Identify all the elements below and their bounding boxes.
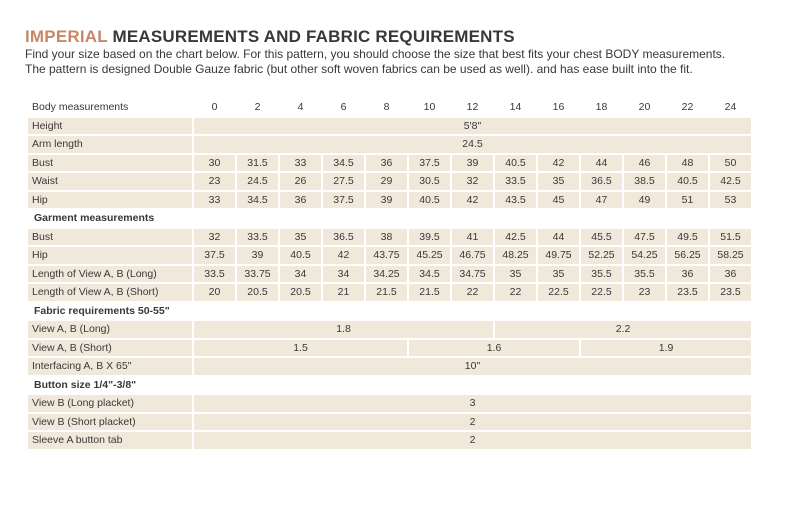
table-row [28, 340, 751, 357]
cell: 31.5 [237, 155, 278, 172]
cell: 44 [581, 155, 622, 172]
cell: 1.5 [194, 340, 407, 357]
table-row [28, 321, 751, 338]
cell: 34.5 [237, 192, 278, 209]
cell: 41 [452, 229, 493, 246]
row-label: Hip [28, 247, 192, 264]
cell: 51.5 [710, 229, 751, 246]
intro-line-2: The pattern is designed Double Gauze fabric (but other soft woven fabrics can be used as well). and has ease built into the fit. [25, 62, 693, 76]
cell: 36 [667, 266, 708, 283]
cell: 52.25 [581, 247, 622, 264]
cell: 23.5 [667, 284, 708, 301]
row-label: Interfacing A, B X 65" [28, 358, 192, 375]
cell: 39 [237, 247, 278, 264]
cell: 20.5 [280, 284, 321, 301]
cell: 35 [280, 229, 321, 246]
cell: 43.75 [366, 247, 407, 264]
cell: 37.5 [323, 192, 364, 209]
cell: 27.5 [323, 173, 364, 190]
cell: 2 [194, 432, 751, 449]
cell: 30 [194, 155, 235, 172]
size-header: 16 [538, 99, 579, 116]
cell: 35 [538, 173, 579, 190]
cell: 36.5 [581, 173, 622, 190]
cell: 34.5 [323, 155, 364, 172]
cell: 34.5 [409, 266, 450, 283]
cell: 40.5 [280, 247, 321, 264]
cell: 33.5 [194, 266, 235, 283]
cell: 35 [495, 266, 536, 283]
table-row [28, 432, 751, 449]
size-header: 6 [323, 99, 364, 116]
cell: 50 [710, 155, 751, 172]
cell: 42.5 [495, 229, 536, 246]
table-row [28, 136, 751, 153]
cell: 22 [452, 284, 493, 301]
cell: 53 [710, 192, 751, 209]
size-header: 0 [194, 99, 235, 116]
cell: 34 [323, 266, 364, 283]
cell: 47.5 [624, 229, 665, 246]
table-row [28, 247, 751, 264]
size-header: 4 [280, 99, 321, 116]
size-header: 20 [624, 99, 665, 116]
intro-line-1: Find your size based on the chart below. For this pattern, you should choose the size that best fits your chest BODY measurements. [25, 47, 726, 61]
page-title [25, 27, 515, 47]
table-row [28, 284, 751, 301]
section-title-button: Button size 1/4"-3/8" [28, 377, 751, 394]
cell: 49 [624, 192, 665, 209]
table-row [28, 173, 751, 190]
cell: 23 [194, 173, 235, 190]
section-title-garment: Garment measurements [28, 210, 751, 227]
cell: 47 [581, 192, 622, 209]
cell: 34.25 [366, 266, 407, 283]
cell: 49.5 [667, 229, 708, 246]
row-label: View A, B (Short) [28, 340, 192, 357]
cell: 43.5 [495, 192, 536, 209]
cell: 35.5 [624, 266, 665, 283]
table-row [28, 229, 751, 246]
cell: 21.5 [409, 284, 450, 301]
cell: 35 [538, 266, 579, 283]
cell: 40.5 [495, 155, 536, 172]
cell: 34 [280, 266, 321, 283]
table-row [28, 358, 751, 375]
cell: 35.5 [581, 266, 622, 283]
row-label: Waist [28, 173, 192, 190]
row-label: View B (Short placket) [28, 414, 192, 431]
cell: 40.5 [409, 192, 450, 209]
row-label: Sleeve A button tab [28, 432, 192, 449]
cell: 33.75 [237, 266, 278, 283]
cell: 23 [624, 284, 665, 301]
section-header-row [28, 377, 751, 394]
cell: 42.5 [710, 173, 751, 190]
cell: 5'8" [194, 118, 751, 135]
cell: 26 [280, 173, 321, 190]
cell: 32 [194, 229, 235, 246]
row-label: Bust [28, 229, 192, 246]
size-header: 2 [237, 99, 278, 116]
size-header: 24 [710, 99, 751, 116]
cell: 44 [538, 229, 579, 246]
cell: 23.5 [710, 284, 751, 301]
cell: 36.5 [323, 229, 364, 246]
cell: 1.9 [581, 340, 751, 357]
cell: 37.5 [409, 155, 450, 172]
cell: 45.5 [581, 229, 622, 246]
cell: 38 [366, 229, 407, 246]
row-label: Height [28, 118, 192, 135]
cell: 33.5 [237, 229, 278, 246]
cell: 46 [624, 155, 665, 172]
header-label: Body measurements [28, 99, 192, 116]
cell: 22.5 [538, 284, 579, 301]
row-label: View B (Long placket) [28, 395, 192, 412]
row-label: Bust [28, 155, 192, 172]
cell: 58.25 [710, 247, 751, 264]
table-row [28, 155, 751, 172]
row-label: Arm length [28, 136, 192, 153]
cell: 45 [538, 192, 579, 209]
cell: 39.5 [409, 229, 450, 246]
title-rest: MEASUREMENTS AND FABRIC REQUIREMENTS [107, 27, 515, 46]
cell: 45.25 [409, 247, 450, 264]
cell: 22 [495, 284, 536, 301]
size-header: 18 [581, 99, 622, 116]
cell: 42 [323, 247, 364, 264]
cell: 56.25 [667, 247, 708, 264]
cell: 37.5 [194, 247, 235, 264]
cell: 49.75 [538, 247, 579, 264]
cell: 48.25 [495, 247, 536, 264]
cell: 48 [667, 155, 708, 172]
title-accent: IMPERIAL [25, 27, 108, 46]
table-row [28, 118, 751, 135]
cell: 40.5 [667, 173, 708, 190]
cell: 30.5 [409, 173, 450, 190]
size-header: 10 [409, 99, 450, 116]
cell: 46.75 [452, 247, 493, 264]
row-label: View A, B (Long) [28, 321, 192, 338]
cell: 21 [323, 284, 364, 301]
size-header: 22 [667, 99, 708, 116]
table-row [28, 414, 751, 431]
section-header-row [28, 303, 751, 320]
table-row [28, 266, 751, 283]
size-header: 14 [495, 99, 536, 116]
section-header-row [28, 210, 751, 227]
cell: 1.8 [194, 321, 493, 338]
section-title-fabric: Fabric requirements 50-55" [28, 303, 751, 320]
cell: 2 [194, 414, 751, 431]
cell: 22.5 [581, 284, 622, 301]
row-label: Hip [28, 192, 192, 209]
intro-text [25, 47, 725, 77]
cell: 42 [452, 192, 493, 209]
cell: 2.2 [495, 321, 751, 338]
row-label: Length of View A, B (Short) [28, 284, 192, 301]
size-header: 8 [366, 99, 407, 116]
cell: 54.25 [624, 247, 665, 264]
cell: 32 [452, 173, 493, 190]
cell: 36 [710, 266, 751, 283]
cell: 21.5 [366, 284, 407, 301]
cell: 10" [194, 358, 751, 375]
cell: 51 [667, 192, 708, 209]
cell: 20.5 [237, 284, 278, 301]
table-row [28, 192, 751, 209]
size-chart-table [26, 97, 753, 451]
cell: 38.5 [624, 173, 665, 190]
cell: 39 [452, 155, 493, 172]
cell: 3 [194, 395, 751, 412]
cell: 36 [366, 155, 407, 172]
cell: 24.5 [237, 173, 278, 190]
size-header: 12 [452, 99, 493, 116]
cell: 34.75 [452, 266, 493, 283]
cell: 24.5 [194, 136, 751, 153]
cell: 33 [280, 155, 321, 172]
cell: 1.6 [409, 340, 579, 357]
cell: 42 [538, 155, 579, 172]
cell: 33.5 [495, 173, 536, 190]
cell: 20 [194, 284, 235, 301]
cell: 33 [194, 192, 235, 209]
cell: 29 [366, 173, 407, 190]
row-label: Length of View A, B (Long) [28, 266, 192, 283]
cell: 36 [280, 192, 321, 209]
cell: 39 [366, 192, 407, 209]
table-header-row [28, 99, 751, 116]
table-row [28, 395, 751, 412]
